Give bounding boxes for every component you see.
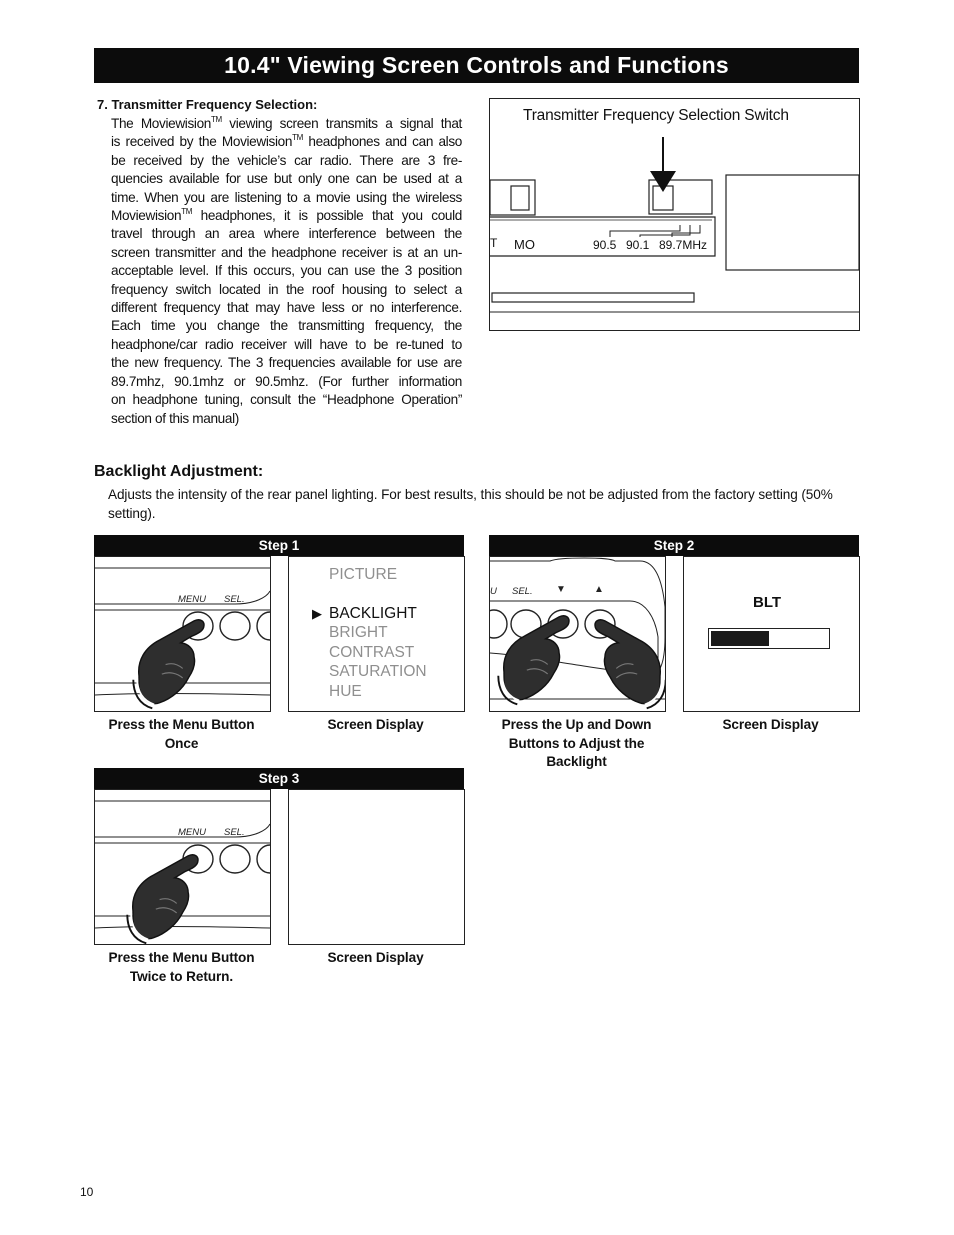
blt-label: BLT — [753, 594, 782, 611]
transmitter-heading: 7. Transmitter Frequency Selection: — [97, 97, 318, 112]
transmitter-body-line: travel through an area where interference between the — [111, 226, 462, 242]
label-mo: MO — [514, 237, 535, 252]
transmitter-body-line: quencies available for use but only one can be used at a — [111, 171, 462, 187]
step3-control-panel — [94, 789, 271, 945]
transmitter-body-line: the new frequency. The 3 frequencies available for use are — [111, 355, 462, 371]
trademark-mark: TM — [181, 207, 193, 217]
step2-screen-caption: Screen Display — [722, 717, 819, 732]
step2-screen-display — [683, 556, 860, 712]
down-arrow-icon: ▼ — [556, 584, 566, 595]
label-t: T — [490, 236, 498, 250]
menu-item-picture: PICTURE — [329, 566, 398, 583]
transmitter-body-line: on headphone tuning, consult the “Headphone Operation” — [111, 392, 462, 408]
transmitter-figure — [489, 98, 860, 331]
sel-button-label: SEL. — [512, 586, 533, 597]
frequency-switch-outline — [649, 180, 712, 214]
label-freq-901: 90.1 — [626, 238, 650, 252]
pointing-hand-icon — [127, 855, 198, 944]
backlight-heading: Backlight Adjustment: — [94, 463, 264, 480]
menu-item-backlight: ▶ BACKLIGHT — [312, 604, 417, 622]
label-freq-905: 90.5 — [593, 238, 617, 252]
step3-caption: Press the Menu Button Twice to Return. — [108, 950, 255, 984]
sel-button-label: SEL. — [224, 827, 245, 838]
sel-button-label: SEL. — [224, 594, 245, 605]
transmitter-body-line: Each time you change the transmitting frequency, the — [111, 318, 462, 334]
transmitter-body-line: be received by the vehicle’s car radio. There are 3 fre- — [111, 152, 462, 168]
backlight-level-fill — [711, 631, 769, 646]
step1-control-panel — [94, 556, 271, 712]
roof-housing-drawing — [490, 99, 859, 330]
step2-control-panel — [489, 556, 666, 712]
transmitter-body — [111, 115, 462, 428]
transmitter-body-line: The Moviewision™ viewing screen transmits a signal that — [111, 115, 462, 131]
step3-bar: Step 3 — [94, 768, 464, 789]
transmitter-body-line: headphone/car radio receiver will have to be re-tuned to — [111, 336, 462, 352]
selection-arrow-icon: ▶ — [312, 605, 322, 621]
transmitter-body-line: section of this manual) — [111, 410, 239, 426]
bottom-slot — [492, 293, 694, 302]
menu-button-label: MENU — [178, 594, 206, 605]
transmitter-body-line: different frequency that may have less or no interference. — [111, 300, 462, 316]
page-number: 10 — [80, 1185, 94, 1199]
step1-bar: Step 1 — [94, 535, 464, 556]
step1-screen-caption: Screen Display — [327, 717, 424, 732]
step2-caption: Press the Up and Down Buttons to Adjust the Backlight — [501, 717, 652, 769]
step3-screen-caption: Screen Display — [327, 950, 424, 965]
up-arrow-icon: ▲ — [594, 584, 604, 595]
transmitter-body-line: acceptable level. If this occurs, you can use the 3 position — [111, 263, 462, 279]
step2-panel-drawing — [490, 557, 665, 711]
transmitter-body-line: time. When you are listening to a movie using the wireless — [111, 189, 462, 205]
step1-panel-drawing — [95, 557, 270, 711]
step1-screen-display — [288, 556, 465, 712]
menu-button-label: MENU — [178, 827, 206, 838]
trademark-mark: TM — [292, 133, 303, 143]
menu-item-bright: BRIGHT — [329, 624, 388, 641]
menu-item-saturation: SATURATION — [329, 663, 427, 680]
transmitter-body-line: screen transmitter and the headphone receiver is at an un- — [111, 244, 462, 260]
step1-caption: Press the Menu Button Once — [108, 717, 255, 751]
sel-button-shape — [220, 845, 250, 873]
figure-caption: Transmitter Frequency Selection Switch — [523, 107, 789, 124]
osd-menu-list — [312, 565, 427, 701]
right-display-outline — [726, 175, 859, 270]
menu-item-contrast: CONTRAST — [329, 643, 415, 661]
menu-button-label-partial: U — [490, 586, 497, 597]
step2-bar: Step 2 — [489, 535, 859, 556]
label-freq-897: 89.7MHz — [659, 238, 708, 252]
page-title: 10.4" Viewing Screen Controls and Functions — [94, 48, 859, 83]
transmitter-body-line: is received by the Moviewision™ headphones and can also — [111, 133, 462, 150]
arrow-head — [650, 171, 676, 192]
transmitter-body-line: 89.7mhz, 90.1mhz or 90.5mhz. (For further information — [111, 373, 462, 389]
transmitter-body-line: frequency switch located in the roof housing to select a — [111, 281, 462, 297]
transmitter-body-line: Moviewision™ headphones, it is possible that you could — [111, 207, 462, 224]
backlight-description: Adjusts the intensity of the rear panel lighting. For best results, this should be not be adjusted from the factory setting (50% setting). — [108, 487, 833, 521]
menu-item-hue: HUE — [329, 682, 362, 700]
sel-button-shape — [220, 612, 250, 640]
pointing-hand-icon — [133, 620, 204, 709]
left-switch-knob — [511, 186, 529, 210]
step3-panel-drawing — [95, 790, 270, 944]
pointing-hand-icon-right — [595, 620, 665, 709]
trademark-mark: TM — [211, 115, 222, 124]
pointing-hand-icon-left — [498, 616, 569, 705]
step3-screen-display — [288, 789, 465, 945]
backlight-level-bar — [708, 628, 830, 649]
